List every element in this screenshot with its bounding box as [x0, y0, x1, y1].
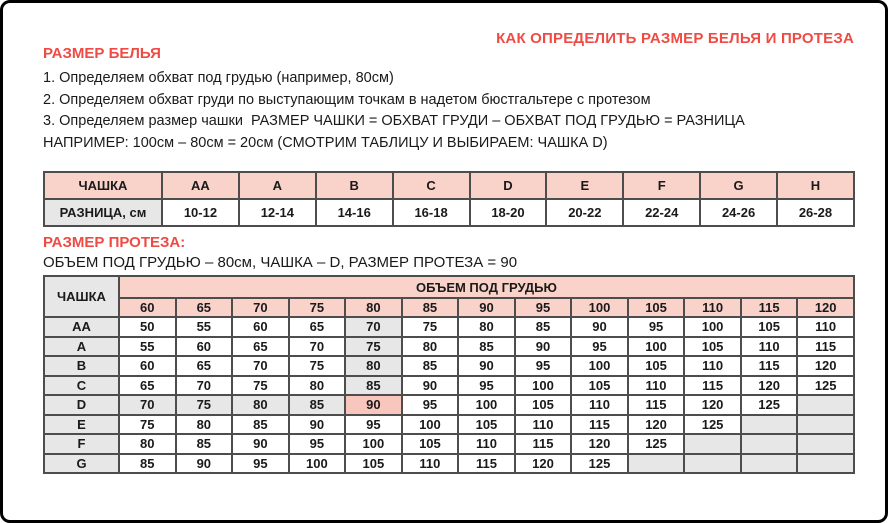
size-cell: 120 — [797, 356, 854, 376]
instruction-lines — [43, 68, 743, 154]
size-cell: 95 — [515, 356, 572, 376]
size-cell — [741, 415, 798, 435]
underbust-header-cell: 65 — [176, 298, 233, 317]
size-cell: 90 — [289, 415, 346, 435]
size-table-row — [44, 317, 854, 337]
cup-row-label: C — [44, 376, 119, 396]
size-cell: 95 — [402, 395, 459, 415]
prosthesis-size-heading: РАЗМЕР ПРОТЕЗА: — [43, 234, 186, 251]
size-cell — [684, 434, 741, 454]
size-cell: 65 — [119, 376, 176, 396]
size-cell — [684, 454, 741, 474]
size-cell: 85 — [176, 434, 233, 454]
underbust-header-cell: 75 — [289, 298, 346, 317]
size-cell: 75 — [176, 395, 233, 415]
size-cell: 105 — [458, 415, 515, 435]
size-cell: 65 — [289, 317, 346, 337]
size-table-row — [44, 454, 854, 474]
cup-header-cell: G — [700, 172, 777, 199]
size-cell: 80 — [458, 317, 515, 337]
cup-header-cell: AA — [162, 172, 239, 199]
size-cell: 115 — [515, 434, 572, 454]
cup-table-header-label: ЧАШКА — [44, 172, 162, 199]
size-cell: 90 — [571, 317, 628, 337]
underbust-header-cell: 115 — [741, 298, 798, 317]
size-cell: 80 — [289, 376, 346, 396]
size-cell: 105 — [628, 356, 685, 376]
size-cell: 70 — [176, 376, 233, 396]
size-cell: 110 — [628, 376, 685, 396]
size-cell: 105 — [345, 454, 402, 474]
size-cell: 105 — [684, 337, 741, 357]
prosthesis-size-section — [43, 234, 743, 271]
size-cell: 125 — [797, 376, 854, 396]
size-cell: 120 — [741, 376, 798, 396]
cup-row-label: G — [44, 454, 119, 474]
cup-header-cell: D — [470, 172, 547, 199]
size-cell — [797, 454, 854, 474]
size-cell: 50 — [119, 317, 176, 337]
size-cell: 110 — [741, 337, 798, 357]
lingerie-size-section — [43, 45, 743, 154]
size-cell: 115 — [571, 415, 628, 435]
size-cell — [797, 415, 854, 435]
size-cell: 95 — [232, 454, 289, 474]
size-cell: 80 — [345, 356, 402, 376]
size-cell: 80 — [119, 434, 176, 454]
size-cell: 75 — [232, 376, 289, 396]
size-cell: 85 — [232, 415, 289, 435]
difference-range-cell: 18-20 — [470, 199, 547, 226]
size-cell: 100 — [515, 376, 572, 396]
size-cell — [797, 434, 854, 454]
instruction-line: НАПРИМЕР: 100см – 80см = 20см (СМОТРИМ ТАБЛИЦУ И ВЫБИРАЕМ: ЧАШКА D) — [43, 134, 608, 151]
underbust-header-cell: 100 — [571, 298, 628, 317]
size-cell: 115 — [684, 376, 741, 396]
underbust-header-cell: 60 — [119, 298, 176, 317]
size-cell: 85 — [458, 337, 515, 357]
size-cell: 65 — [176, 356, 233, 376]
size-cell: 70 — [119, 395, 176, 415]
size-cell: 90 — [402, 376, 459, 396]
difference-range-cell: 14-16 — [316, 199, 393, 226]
size-cell: 120 — [684, 395, 741, 415]
instruction-line: 1. Определяем обхват под грудью (например, 80см) — [43, 70, 394, 86]
size-cell: 60 — [119, 356, 176, 376]
size-cell: 70 — [345, 317, 402, 337]
underbust-header-cell: 95 — [515, 298, 572, 317]
difference-range-cell: 20-22 — [546, 199, 623, 226]
size-cell: 110 — [458, 434, 515, 454]
size-cell: 115 — [628, 395, 685, 415]
cup-corner-label: ЧАШКА — [44, 276, 119, 317]
difference-range-cell: 12-14 — [239, 199, 316, 226]
size-cell: 120 — [571, 434, 628, 454]
size-cell: 80 — [176, 415, 233, 435]
size-cell: 85 — [119, 454, 176, 474]
cup-header-cell: F — [623, 172, 700, 199]
cup-row-label: B — [44, 356, 119, 376]
size-cell: 75 — [402, 317, 459, 337]
size-cell: 55 — [176, 317, 233, 337]
underbust-header-cell: 110 — [684, 298, 741, 317]
size-cell: 75 — [119, 415, 176, 435]
size-cell: 85 — [289, 395, 346, 415]
size-cell: 85 — [402, 356, 459, 376]
size-table-row — [44, 356, 854, 376]
size-cell: 110 — [402, 454, 459, 474]
size-cell — [741, 434, 798, 454]
size-cell: 110 — [571, 395, 628, 415]
size-cell: 90 — [176, 454, 233, 474]
size-cell: 105 — [515, 395, 572, 415]
lingerie-size-heading: РАЗМЕР БЕЛЬЯ — [43, 45, 161, 62]
size-cell: 100 — [684, 317, 741, 337]
cup-row-label: E — [44, 415, 119, 435]
size-cell: 105 — [741, 317, 798, 337]
instruction-line: 3. Определяем размер чашки РАЗМЕР ЧАШКИ = ОБХВАТ ГРУДИ – ОБХВАТ ПОД ГРУДЬЮ = РАЗНИЦА — [43, 113, 745, 130]
size-cell — [628, 454, 685, 474]
size-cell: 85 — [345, 376, 402, 396]
size-cell: 105 — [571, 376, 628, 396]
size-cell: 70 — [289, 337, 346, 357]
underbust-header-cell: 120 — [797, 298, 854, 317]
size-cell: 80 — [402, 337, 459, 357]
difference-range-cell: 10-12 — [162, 199, 239, 226]
size-cell: 60 — [176, 337, 233, 357]
underbust-header-cell: 105 — [628, 298, 685, 317]
size-table-row — [44, 395, 854, 415]
size-cell: 95 — [571, 337, 628, 357]
cup-row-label: A — [44, 337, 119, 357]
size-cell: 70 — [232, 356, 289, 376]
underbust-header-cell: 85 — [402, 298, 459, 317]
cup-header-cell: A — [239, 172, 316, 199]
size-cell: 100 — [571, 356, 628, 376]
size-cell: 125 — [684, 415, 741, 435]
prosthesis-example-subtitle: ОБЪЕМ ПОД ГРУДЬЮ – 80см, ЧАШКА – D, РАЗМЕР ПРОТЕЗА = 90 — [43, 254, 518, 271]
difference-range-cell: 26-28 — [777, 199, 854, 226]
size-cell: 95 — [289, 434, 346, 454]
size-cell: 110 — [684, 356, 741, 376]
size-cell — [741, 454, 798, 474]
prosthesis-size-table — [43, 275, 855, 474]
size-cell: 95 — [628, 317, 685, 337]
size-table-row — [44, 337, 854, 357]
size-cell: 85 — [515, 317, 572, 337]
size-cell: 100 — [402, 415, 459, 435]
cup-row-label: D — [44, 395, 119, 415]
cup-header-cell: H — [777, 172, 854, 199]
size-table-row — [44, 376, 854, 396]
underbust-header-cell: 80 — [345, 298, 402, 317]
cup-header-cell: C — [393, 172, 470, 199]
cup-row-label: F — [44, 434, 119, 454]
size-cell: 90 — [232, 434, 289, 454]
size-table-row — [44, 415, 854, 435]
size-cell: 95 — [345, 415, 402, 435]
size-cell: 125 — [741, 395, 798, 415]
size-cell: 65 — [232, 337, 289, 357]
size-cell: 115 — [797, 337, 854, 357]
cup-difference-table — [43, 171, 855, 227]
size-cell: 120 — [628, 415, 685, 435]
size-cell: 95 — [458, 376, 515, 396]
size-cell: 60 — [232, 317, 289, 337]
size-cell: 110 — [797, 317, 854, 337]
cup-row-label: AA — [44, 317, 119, 337]
size-cell: 125 — [628, 434, 685, 454]
size-cell: 80 — [232, 395, 289, 415]
size-cell: 115 — [741, 356, 798, 376]
size-cell — [797, 395, 854, 415]
cup-header-cell: B — [316, 172, 393, 199]
highlighted-size-cell: 90 — [345, 395, 402, 415]
size-cell: 90 — [458, 356, 515, 376]
underbust-header-cell: 70 — [232, 298, 289, 317]
size-cell: 90 — [515, 337, 572, 357]
difference-range-cell: 16-18 — [393, 199, 470, 226]
size-table-row — [44, 434, 854, 454]
size-cell: 125 — [571, 454, 628, 474]
difference-row-label: РАЗНИЦА, см — [44, 199, 162, 226]
size-cell: 75 — [345, 337, 402, 357]
cup-header-cell: E — [546, 172, 623, 199]
size-cell: 100 — [289, 454, 346, 474]
size-cell: 120 — [515, 454, 572, 474]
size-cell: 75 — [289, 356, 346, 376]
instruction-line: 2. Определяем обхват груди по выступающим точкам в надетом бюстгальтере с протезом — [43, 91, 651, 108]
difference-range-cell: 24-26 — [700, 199, 777, 226]
size-cell: 105 — [402, 434, 459, 454]
underbust-span-header: ОБЪЕМ ПОД ГРУДЬЮ — [119, 276, 854, 298]
size-cell: 115 — [458, 454, 515, 474]
page-title: КАК ОПРЕДЕЛИТЬ РАЗМЕР БЕЛЬЯ И ПРОТЕЗА — [496, 30, 854, 47]
size-cell: 55 — [119, 337, 176, 357]
size-cell: 100 — [345, 434, 402, 454]
size-cell: 100 — [458, 395, 515, 415]
size-cell: 100 — [628, 337, 685, 357]
difference-range-cell: 22-24 — [623, 199, 700, 226]
underbust-header-cell: 90 — [458, 298, 515, 317]
size-cell: 110 — [515, 415, 572, 435]
